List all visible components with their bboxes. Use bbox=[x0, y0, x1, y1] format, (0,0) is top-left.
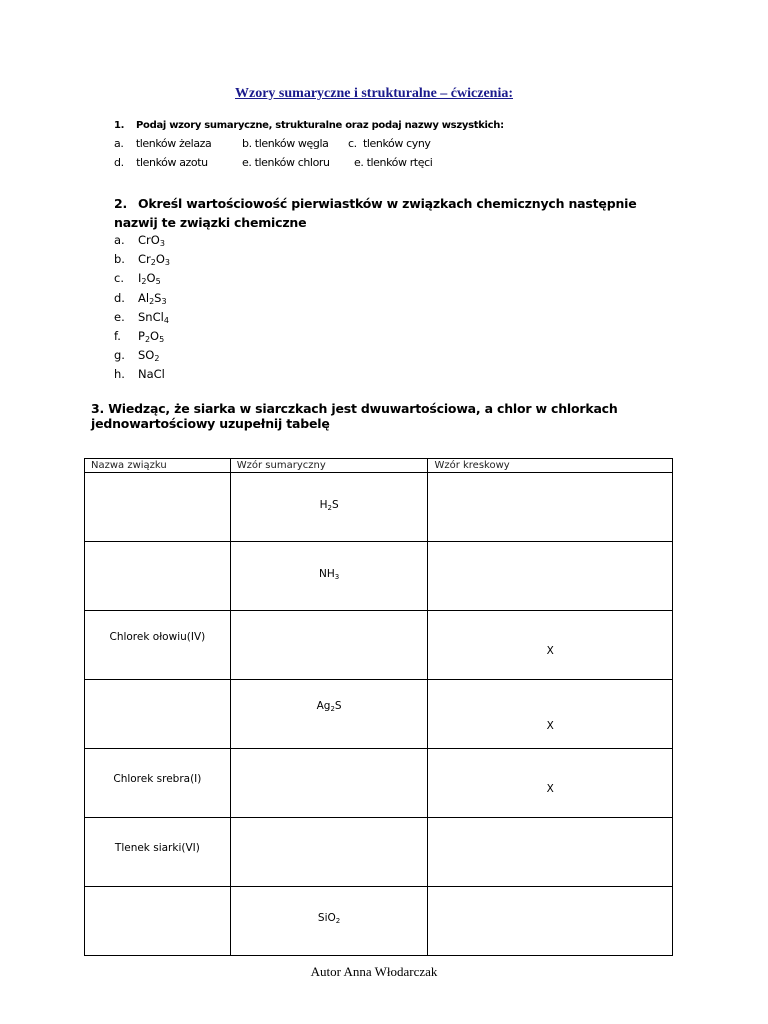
task2-list bbox=[114, 231, 170, 385]
structural-marker: X bbox=[546, 645, 554, 657]
structural-marker: X bbox=[546, 783, 554, 795]
formula-subscript: 3 bbox=[161, 296, 167, 306]
task2-heading-text: Określ wartościowość pierwiastków w związkach chemicznych następnie nazwij te związki chemiczne bbox=[114, 196, 637, 230]
formula-part: H bbox=[319, 499, 328, 511]
compound-name-text: Tlenek siarki(VI) bbox=[114, 842, 200, 854]
formula-subscript: 2 bbox=[330, 705, 335, 713]
formula-part: SiO bbox=[317, 912, 336, 924]
task2-item bbox=[114, 346, 170, 365]
task1-option-a: a. tlenków żelaza bbox=[114, 137, 212, 150]
formula-subscript: 3 bbox=[164, 258, 171, 268]
task2-item-formula bbox=[138, 271, 161, 285]
structural-marker: X bbox=[546, 720, 554, 732]
task2-item bbox=[114, 365, 170, 384]
formula-subscript: 2 bbox=[144, 334, 151, 344]
formula-part: S bbox=[331, 499, 339, 511]
formula-subscript: 2 bbox=[150, 258, 156, 268]
cell-compound-name[interactable] bbox=[85, 680, 231, 749]
cell-compound-name[interactable] bbox=[85, 611, 231, 680]
table-row bbox=[85, 611, 673, 680]
formula-subscript: 2 bbox=[335, 917, 341, 925]
task1-heading bbox=[114, 120, 504, 131]
column-header-name: Nazwa związku bbox=[85, 459, 231, 473]
task2-item-formula bbox=[138, 348, 159, 362]
formula-subscript: 2 bbox=[154, 354, 160, 364]
formula-part: S bbox=[154, 290, 162, 305]
task2-item bbox=[114, 308, 170, 327]
formula-part: Al bbox=[138, 290, 150, 305]
cell-compound-name[interactable] bbox=[85, 749, 231, 818]
cell-summary-formula[interactable] bbox=[230, 887, 428, 956]
cell-summary-formula[interactable] bbox=[230, 749, 428, 818]
compound-name-text: Chlorek ołowiu(IV) bbox=[109, 631, 206, 643]
formula-subscript: 5 bbox=[155, 277, 161, 287]
formula-part: O bbox=[155, 252, 165, 267]
formula-subscript: 2 bbox=[141, 277, 147, 287]
formula-part: O bbox=[150, 328, 160, 343]
table-row bbox=[85, 887, 673, 956]
cell-compound-name[interactable] bbox=[85, 887, 231, 956]
task2-item-formula bbox=[138, 367, 165, 381]
summary-formula-text bbox=[231, 700, 428, 712]
formula-part: Ag bbox=[316, 700, 331, 712]
formula-part: I bbox=[138, 271, 142, 286]
task2-item-formula bbox=[138, 252, 170, 266]
cell-compound-name[interactable] bbox=[85, 818, 231, 887]
table-header-row bbox=[85, 459, 673, 473]
formula-subscript: 3 bbox=[334, 573, 340, 581]
task2-item-letter: a. bbox=[114, 233, 125, 247]
formula-subscript: 3 bbox=[159, 239, 165, 248]
task2-item bbox=[114, 289, 170, 308]
task2-number: 2. bbox=[114, 196, 128, 211]
summary-formula-text bbox=[231, 912, 428, 924]
summary-formula-text bbox=[231, 568, 428, 580]
cell-summary-formula[interactable] bbox=[230, 473, 428, 542]
task2-item bbox=[114, 269, 170, 288]
cell-structural-formula[interactable] bbox=[428, 887, 673, 956]
cell-structural-formula[interactable] bbox=[428, 818, 673, 887]
cell-structural-formula[interactable] bbox=[428, 473, 673, 542]
summary-formula-text bbox=[231, 499, 428, 511]
task2-heading bbox=[114, 194, 674, 232]
formula-part: NaCl bbox=[138, 367, 165, 382]
table-row bbox=[85, 818, 673, 887]
task2-item-letter: c. bbox=[114, 271, 124, 286]
formula-part: S bbox=[334, 700, 342, 712]
cell-structural-formula[interactable] bbox=[428, 749, 673, 818]
column-header-structural: Wzór kreskowy bbox=[428, 459, 673, 473]
cell-summary-formula[interactable] bbox=[230, 818, 428, 887]
task2-item bbox=[114, 250, 170, 269]
task1-option-c: c. tlenków cyny bbox=[348, 137, 431, 150]
task2-item-formula bbox=[138, 310, 169, 324]
formula-part: O bbox=[150, 233, 160, 247]
table-row bbox=[85, 749, 673, 818]
cell-summary-formula[interactable] bbox=[230, 680, 428, 749]
task2-item-letter: b. bbox=[114, 252, 125, 267]
formula-subscript: 5 bbox=[159, 334, 165, 344]
task2-item bbox=[114, 231, 170, 250]
task1-heading-text: Podaj wzory sumaryczne, strukturalne oraz podaj nazwy wszystkich: bbox=[136, 120, 504, 131]
formula-part: SnCl bbox=[138, 309, 164, 324]
column-header-formula: Wzór sumaryczny bbox=[230, 459, 428, 473]
cell-summary-formula[interactable] bbox=[230, 611, 428, 680]
cell-compound-name[interactable] bbox=[85, 473, 231, 542]
task2-item-formula bbox=[138, 233, 165, 247]
formula-subscript: 2 bbox=[327, 504, 332, 512]
formula-part: O bbox=[146, 271, 156, 286]
cell-summary-formula[interactable] bbox=[230, 542, 428, 611]
task2-item bbox=[114, 327, 170, 346]
task1-number: 1. bbox=[114, 120, 125, 131]
task1-option-d: d. tlenków azotu bbox=[114, 156, 208, 169]
table-row bbox=[85, 473, 673, 542]
task1-option-e: e. tlenków chloru bbox=[242, 156, 330, 169]
cell-structural-formula[interactable] bbox=[428, 611, 673, 680]
task2-item-formula bbox=[138, 329, 164, 343]
compound-name-text: Chlorek srebra(I) bbox=[113, 773, 202, 785]
cell-structural-formula[interactable] bbox=[428, 542, 673, 611]
task2-item-letter: g. bbox=[114, 348, 125, 363]
task2-item-letter: e. bbox=[114, 309, 125, 324]
table-row bbox=[85, 542, 673, 611]
formula-subscript: 2 bbox=[149, 296, 155, 306]
task2-item-letter: h. bbox=[114, 367, 125, 382]
compounds-table bbox=[84, 458, 673, 956]
formula-part: Cr bbox=[138, 233, 151, 247]
formula-part: P bbox=[138, 328, 145, 343]
formula-part: NH bbox=[318, 568, 335, 580]
task3-heading: 3. Wiedząc, że siarka w siarczkach jest dwuwartościowa, a chlor w chlorkach jednowartościowy uzupełnij tabelę bbox=[91, 401, 618, 431]
formula-part: Cr bbox=[138, 252, 151, 267]
page-title: Wzory sumaryczne i strukturalne – ćwiczenia: bbox=[235, 86, 513, 101]
cell-structural-formula[interactable] bbox=[428, 680, 673, 749]
table-row bbox=[85, 680, 673, 749]
formula-part: SO bbox=[138, 348, 155, 363]
task2-item-formula bbox=[138, 291, 167, 305]
task1-option-e2: e. tlenków rtęci bbox=[354, 156, 433, 169]
formula-subscript: 4 bbox=[163, 315, 169, 325]
footer-author: Autor Anna Włodarczak bbox=[310, 964, 438, 979]
cell-compound-name[interactable] bbox=[85, 542, 231, 611]
task2-item-letter: d. bbox=[114, 290, 125, 305]
task1-option-b: b. tlenków węgla bbox=[242, 137, 329, 150]
task2-item-letter: f. bbox=[114, 328, 121, 343]
